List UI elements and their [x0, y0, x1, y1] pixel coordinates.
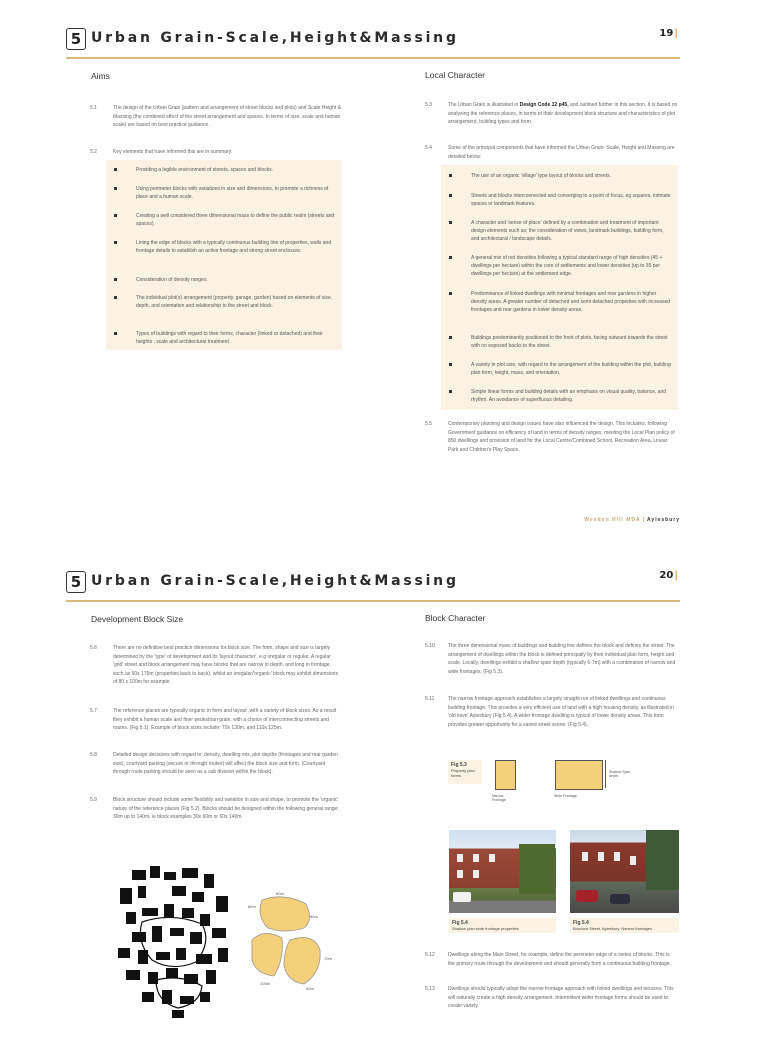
fig-5-4-caption-b: Fig 5.4 Bourbon Street, Aylesbury. Narrow frontages	[570, 918, 679, 933]
bullet-icon	[114, 168, 117, 171]
page-title: Urban Grain-Scale,Height&Massing	[91, 30, 459, 46]
narrow-frontage-plan	[495, 760, 516, 790]
bullet-icon	[449, 194, 452, 197]
page-title: Urban Grain-Scale,Height&Massing	[91, 573, 459, 589]
photo-bourbon-street	[570, 830, 679, 913]
bullet-icon	[449, 174, 452, 177]
bullet-icon	[449, 256, 452, 259]
block-size-diagram	[244, 890, 340, 994]
title-rule	[66, 600, 680, 602]
dimension-label: 100m	[260, 981, 271, 986]
shallow-span-label: Shallow Span depth	[609, 770, 631, 778]
narrow-frontage-label: Narrow Frontage	[492, 794, 507, 802]
bullet-icon	[114, 278, 117, 281]
block-character-heading: Block Character	[425, 613, 486, 623]
aims-heading: Aims	[91, 71, 110, 81]
photo-shallow-plan-houses	[449, 830, 556, 913]
local-character-heading: Local Character	[425, 70, 486, 80]
dimension-label: 80m	[276, 891, 284, 896]
figure-ground-map	[112, 862, 244, 1022]
bullet-icon	[449, 221, 452, 224]
page-number: 20|	[659, 570, 678, 581]
bullet-icon	[449, 363, 452, 366]
span-depth-marker	[605, 760, 606, 788]
wide-frontage-label: Wide Frontage	[554, 794, 577, 798]
dimension-label: 60m	[248, 904, 256, 909]
local-character-bullet-box: The use of an organic 'village' type layout of blocks and streets. Streets and blocks interconnected and converging to a point of focus, eg squares, intimate spaces or landmark features. A character and 'sense of place' defined by a combination and treatment of important design elements such as; the consideration of views, landmark buildings, building form, and architectural / landscape details. A general mix of net densities following a typical standard range of high densities (45 + dwellings per hectare) within the core of settlements and lower densities (up to 35 per dwellings per hectare) at the settlement edge. Predominance of linked dwellings with minimal frontages and rear gardens in higher density areas. A greater number of detached and semi detached properties with increased frontages and rear gardens in lower density areas. Buildings predominantly positioned to the front of plots, facing outward towards the street with no exposed backs to the street. A variety in plot size, with regard to the arrangement of the building within the plot, building plan form, height, mass, and orientation. Simple linear forms and building details with an emphasis on visual quality, balance, and rhythm. An avoidance of superfluous detailing.	[441, 165, 678, 410]
page-20: 5 Urban Grain-Scale,Height&Massing 20| Development Block Size Block Character 5.6 There are no definitive best practice dimensions for block size. The form, shape and size is largely determined by the 'type' of development and its 'layout character', e.g irregular or regular. A regular 'grid' street and block arrangement may have blocks that are narrow in depth, and long in frontage, such as 60x 175m (properties back to back), whilst an irregular/'organic' block may exhibit dimensions of 80 x 100m for example. 5.7 The reference places are typically organic in form and layout ,with a variety of block sizes. As a result they exhibit a human scale and finer pedestrian grain, with a choice of interconnecting streets and routes. (Fig 5.1): Example of block sizes include; 70x 130m, and 110x 125m. 5.8 Detailed design decisions with regard to; density, dwelling mix, plot depths (frontages and rear garden size), courtyard parking (secure or through routes) will affect the block size and form. (Courtyard through route parking should be seen as a sub division within the block). 5.9 Block structure should include some flexibility and variation in size and shape, to promote the 'organic' nature of the reference places (Fig 5.2). Blocks should be designed within the following general range; 30m up to 140m, ie block examples 30x 60m or 60x 140m. 80m 80m 60m 70m 100m 40m 5.10 The three dimensional mass of buildings and building line defines the block and defines the street. The arrangement of dwellings within the block is defined principally by their individual plan form, height and scale. Locally, dwellings exhibit a shallow span depth (typically 6-7m) with a combination of narrow and wide frontages. (Fig 5.3). 5.11 The narrow frontage approach establishes a largely straight run of linked dwellings and continuous building frontage. This provides a very efficient use of land with a high housing density, as illustrated in 'old town' Aylesbury (Fig 5.4). A wider frontage dwelling is typical of lower density areas. This form provides greater opportunity for a varied street scene. (Fig 5.4). Fig 5.3 Property plan forms Narrow Frontage Wide Frontage Shallow Span depth Fig 5.4 Shallow plan wide frontage properties Fig 5.4 Bourbon Street, Aylesbury. Narrow frontages 5.12 Dwellings along the Main Street, for example, define the perimeter edge of a series of blocks. This is the primary route through the development and should generally form a continuous building frontage. 5.13 Dwellings should typically adopt the narrow frontage approach with linked dwellings and terraces. This will naturally create a high density arrangement. Intermittent wider frontage forms should be used to create variety.	[0, 544, 768, 1056]
dimension-label: 80m	[310, 914, 318, 919]
page-footer: Weedon Hill MDA | Aylesbury	[584, 517, 680, 523]
bullet-icon	[114, 241, 117, 244]
bullet-icon	[449, 336, 452, 339]
design-code-reference: Design Code 12 p45,	[519, 102, 569, 108]
page-19: 5 Urban Grain-Scale,Height&Massing 19| Aims Local Character 5.1 The design of the Urban Grain (pattern and arrangement of street blocks and plots) and Scale Height & Massing (the combined effect of the street arrangement and spaces. In terms of size, scale and human scale) are based on best practice guidance. 5.2 Key elements that have informed this are in summary: Providing a legible environment of streets, spaces and blocks. Using perimeter blocks with variations in size and dimensions, to promote a richness of place and a human scale. Creating a well considered three dimensional mass to define the public realm (streets and spaces). Lining the edge of blocks with a typically continuous building line of properties, walls and frontage details to establish an active frontage and strong street enclosure. Consideration of density ranges. The individual plot(s) arrangement (property, garage, garden) based on elements of size, depth, and orientation and relationship to the street and block. Types of buildings with regard to their forms, character (linked or detached) and their heights , scale and architectural treatment 5.3 The Urban Grain is illustrated in Design Code 12 p45, and outlined further in this section. It is based on analysing the reference places, in terms of their development block structure and characteristics of plot arrangement, building types and form. 5.4 Some of the principal components that have informed the Urban Grain- Scale, Height and Massing are detailed below: The use of an organic 'village' type layout of blocks and streets. Streets and blocks interconnected and converging to a point of focus, eg squares, intimate spaces or landmark features. A character and 'sense of place' defined by a combination and treatment of important design elements such as; the consideration of views, landmark buildings, building form, and architectural / landscape details. A general mix of net densities following a typical standard range of high densities (45 + dwellings per hectare) within the core of settlements and lower densities (up to 35 per dwellings per hectare) at the settlement edge. Predominance of linked dwellings with minimal frontages and rear gardens in higher density areas. A greater number of detached and semi detached properties with increased frontages and rear gardens in lower density areas. Buildings predominantly positioned to the front of plots, facing outward towards the street with no exposed backs to the street. A variety in plot size, with regard to the arrangement of the building within the plot, building plan form, height, mass, and orientation. Simple linear forms and building details with an emphasis on visual quality, balance, and rhythm. An avoidance of superfluous detailing. 5.5 Contemporary planning and design issues have also influenced the design. This includes; following Government guidance on efficiency of land in terms of density ranges, meeting the Local Plan policy of 850 dwellings and provision of land for the Local Centre/Combined School, Recreation Area, Linear Park and Children's Play Space. Weedon Hill MDA | Aylesbury	[0, 0, 768, 512]
bullet-icon	[114, 332, 117, 335]
chapter-number: 5	[66, 28, 86, 50]
bullet-icon	[114, 187, 117, 190]
title-rule	[66, 57, 680, 59]
fig-5-4-caption-a: Fig 5.4 Shallow plan wide frontage properties	[449, 918, 556, 933]
bullet-icon	[114, 214, 117, 217]
chapter-number: 5	[66, 571, 86, 593]
dimension-label: 70m	[324, 956, 332, 961]
aims-bullet-box: Providing a legible environment of streets, spaces and blocks. Using perimeter blocks with variations in size and dimensions, to promote a richness of place and a human scale. Creating a well considered three dimensional mass to define the public realm (streets and spaces). Lining the edge of blocks with a typically continuous building line of properties, walls and frontage details to establish an active frontage and strong street enclosure. Consideration of density ranges. The individual plot(s) arrangement (property, garage, garden) based on elements of size, depth, and orientation and relationship to the street and block. Types of buildings with regard to their forms, character (linked or detached) and their heights , scale and architectural treatment	[106, 160, 342, 350]
bullet-icon	[114, 296, 117, 299]
bullet-icon	[449, 292, 452, 295]
development-block-size-heading: Development Block Size	[91, 614, 184, 624]
dimension-label: 40m	[306, 986, 314, 991]
fig-5-3-caption: Fig 5.3 Property plan forms	[448, 760, 482, 784]
page-number: 19|	[659, 28, 678, 39]
bullet-icon	[449, 390, 452, 393]
wide-frontage-plan	[555, 760, 603, 790]
